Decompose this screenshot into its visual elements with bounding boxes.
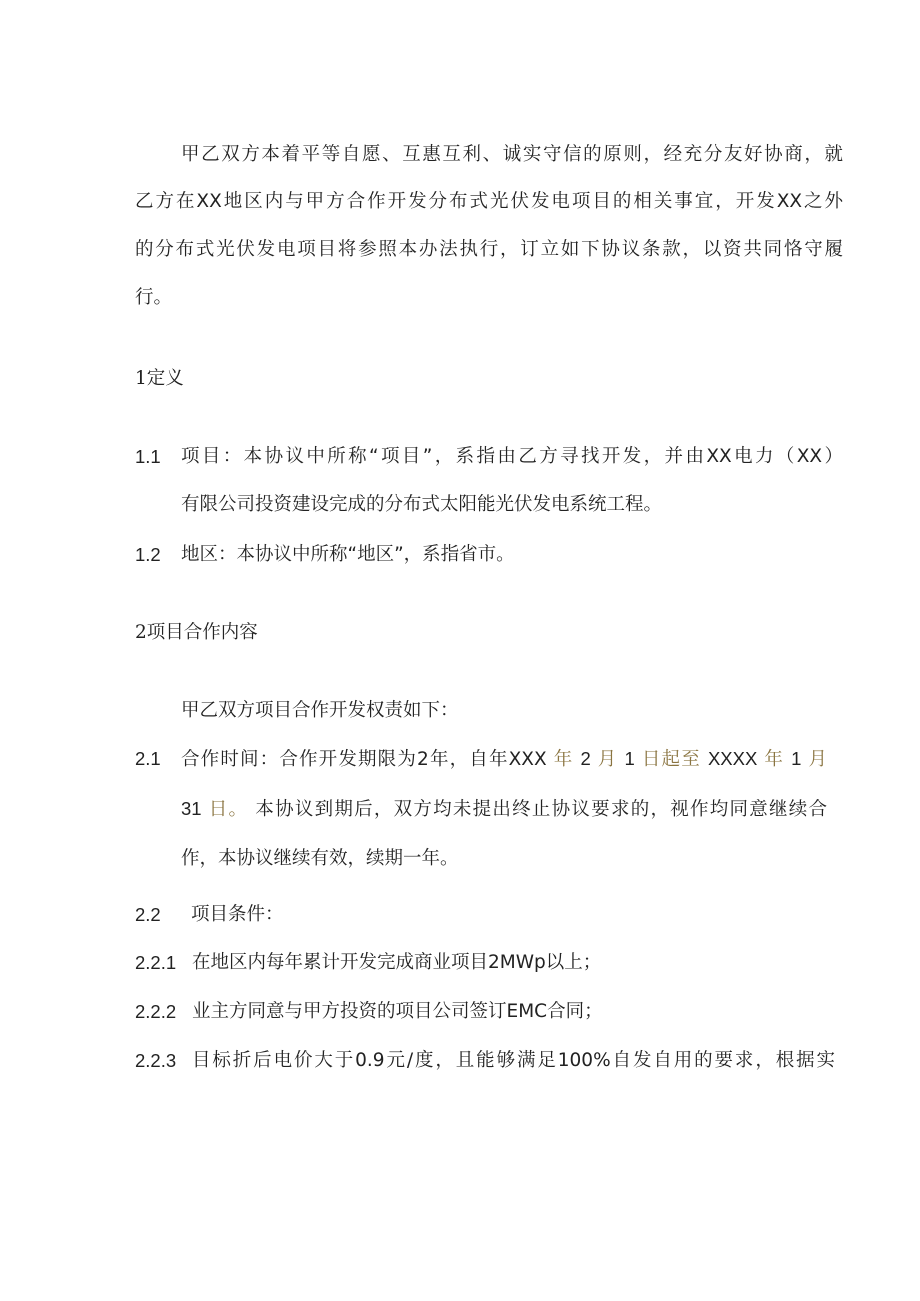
item-2-1-year-1: 年: [553, 749, 574, 770]
item-2-2-2-number: 2.2.2: [135, 1001, 177, 1022]
item-2-2-1-text: 在地区内每年累计开发完成商业项目2MWp以上；: [192, 952, 602, 973]
item-2-1-number: 2.1: [135, 748, 161, 769]
item-2-1-month-1: 月: [597, 749, 618, 770]
item-2-1-continuation: 本协议到期后，双方均未提出终止协议要求的，视作均同意继续合: [255, 799, 827, 820]
item-2-1-month-num-2: 1: [791, 748, 802, 769]
item-1-1-line-1: 项目：本协议中所称“项目”，系指由乙方寻找开发，并由XX电力（XX）: [181, 446, 843, 467]
section-2-intro: 甲乙双方项目合作开发权责如下：: [181, 700, 459, 721]
item-2-1-year-2: 年: [764, 749, 785, 770]
item-2-1-year-num-2: XXXX: [707, 748, 758, 769]
item-2-1-month-num-1: 2: [580, 748, 591, 769]
item-2-2-text: 项目条件：: [191, 904, 284, 925]
item-1-1-number: 1.1: [135, 446, 161, 467]
section-1-heading: 1定义: [135, 368, 184, 389]
item-2-1-line-2: [181, 796, 827, 823]
intro-line-3: 的分布式光伏发电项目将参照本办法执行，订立如下协议条款，以资共同恪守履: [135, 239, 843, 260]
item-2-1-text: 合作时间：合作开发期限为2年，自年XXX: [181, 749, 547, 770]
item-2-1-day-end: 日。: [208, 799, 249, 820]
item-2-2-2-text: 业主方同意与甲方投资的项目公司签订EMC合同；: [192, 1001, 603, 1022]
item-2-2-number: 2.2: [135, 904, 161, 925]
item-2-1-day-from: 日起至: [641, 749, 701, 770]
item-2-1-line-1: [181, 746, 827, 773]
intro-line-4: 行。: [135, 287, 173, 308]
item-1-2-text: 地区：本协议中所称“地区”，系指省市。: [181, 544, 515, 565]
item-2-1-line-3: 作，本协议继续有效，续期一年。: [181, 848, 459, 869]
item-1-2-number: 1.2: [135, 544, 161, 565]
item-2-2-3-number: 2.2.3: [135, 1050, 177, 1071]
intro-line-1: 甲乙双方本着平等自愿、互惠互利、诚实守信的原则，经充分友好协商，就: [181, 144, 843, 165]
section-2-heading: 2项目合作内容: [135, 622, 258, 643]
item-1-1-line-2: 有限公司投资建设完成的分布式太阳能光伏发电系统工程。: [181, 494, 663, 515]
item-2-1-month-2: 月: [808, 749, 827, 770]
item-2-2-3-text: 目标折后电价大于0.9元/度，且能够满足100%自发自用的要求，根据实: [192, 1050, 835, 1071]
item-2-1-day-num-2: 31: [181, 798, 202, 819]
item-2-1-day-num-1: 1: [624, 748, 635, 769]
intro-line-2: 乙方在XX地区内与甲方合作开发分布式光伏发电项目的相关事宜，开发XX之外: [135, 191, 843, 212]
item-2-2-1-number: 2.2.1: [135, 952, 177, 973]
